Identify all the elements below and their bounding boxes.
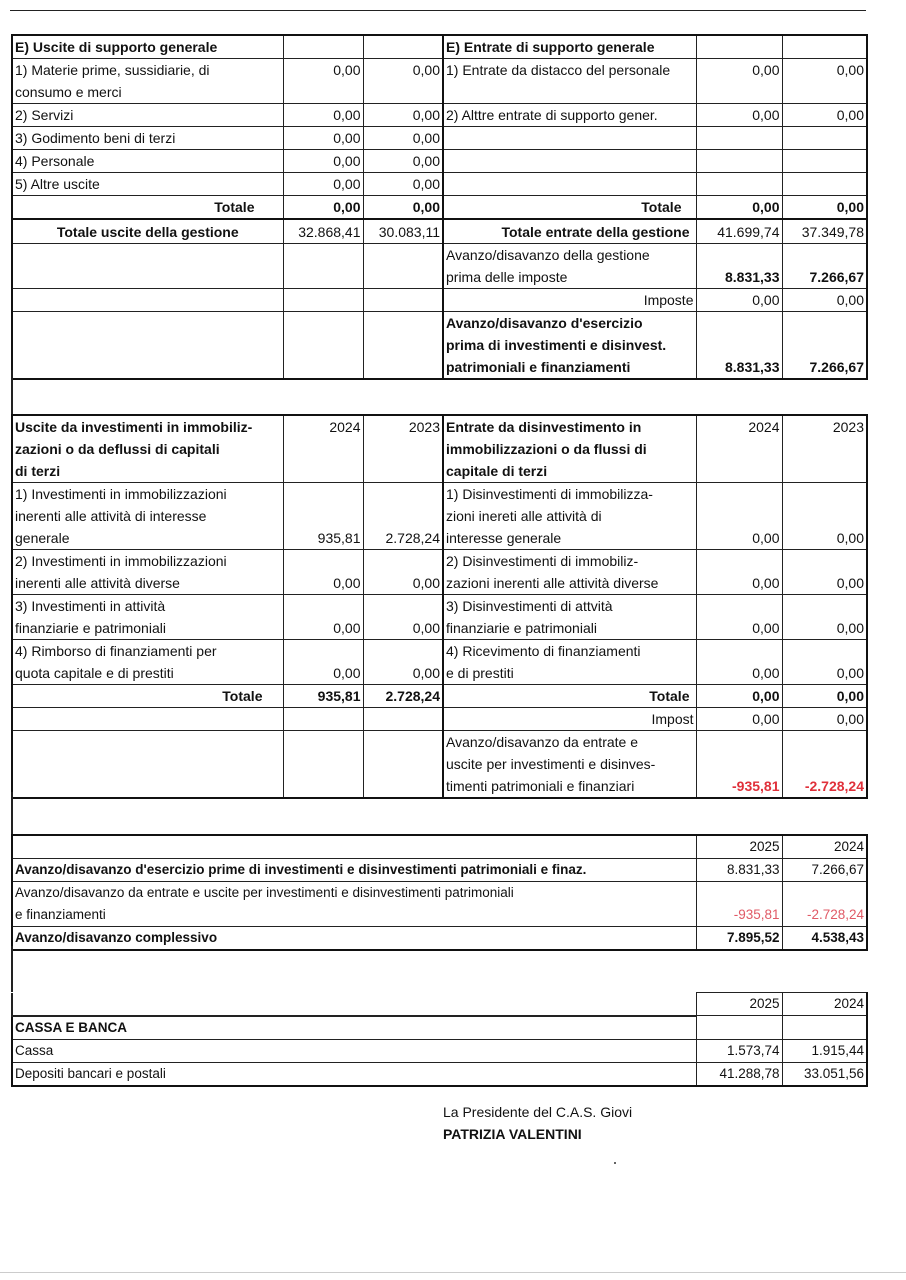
- investments-out-row-3: 3) Investimenti in attività finanziarie e patrimoniali: [12, 595, 283, 640]
- pre-tax-v1: 8.831,33: [696, 243, 782, 288]
- section-e-left-title: E) Uscite di supporto generale: [12, 35, 283, 59]
- investments-in-row-1: 1) Disinvestimenti di immobilizza- zioni inereti alle attività di interesse generale: [443, 483, 696, 550]
- totale-entrate-v2: 37.349,78: [782, 219, 867, 243]
- investments-in-year2: 2023: [782, 415, 867, 483]
- left-row-godimento: 3) Godimento beni di terzi: [12, 127, 283, 150]
- totale-uscite-v2: 30.083,11: [363, 219, 443, 243]
- result-before-investments-label: Avanzo/disavanzo d'esercizio prima di investimenti e disinvest. patrimoniali e finanziamenti: [443, 311, 696, 379]
- cash-table: 2025 2024 CASSA E BANCA Cassa 1.573,74 1.915,44 Depositi bancari e postali 41.288,78 33.051,56: [11, 992, 868, 1087]
- spacer-band: [11, 370, 13, 414]
- summary-row-investments: Avanzo/disavanzo da entrate e uscite per investimenti e disinvestimenti patrimoniali e finanziamenti: [12, 882, 696, 927]
- left-row-altre-uscite: 5) Altre uscite: [12, 173, 283, 196]
- totale-entrate-v1: 41.699,74: [696, 219, 782, 243]
- left-row-personale: 4) Personale: [12, 150, 283, 173]
- right-row-altre-entrate: 2) Alttre entrate di supporto gener.: [443, 104, 696, 127]
- cash-title: CASSA E BANCA: [12, 1016, 696, 1040]
- investments-in-total: Totale: [443, 685, 696, 708]
- summary-row-complessivo: Avanzo/disavanzo complessivo: [12, 927, 696, 951]
- scan-speck: [614, 1162, 616, 1164]
- section-e-table: E) Uscite di supporto generale E) Entrate di supporto generale 1) Materie prime, sussidiarie, di consumo e merci 0,00 0,00 1) Entrate da distacco del personale 0,00 0,00 2) Servizi 0,00 0,00 2) Alttre entrate di supporto gener. 0,00 0,00 3) Godimento beni di terzi 0,00 0,00 4) Personale 0,00 0,00 5) Altre uscite 0,00 0,00 Totale 0,00 0,00 Totale 0,00 0,00 Totale uscite della gestione 32.868,41 30.083,11 Totale entrate della gestione 41.699,74 37.349,78 Avanzo/disavanzo della gestione prima delle imposte 8.831,33 7.266,67 Imposte 0,00 0,00 Avanzo/disavanzo d'esercizio prima di investimenti e disinvest. patrimoniali e finanziamenti 8.831,33 7.266,67: [11, 34, 868, 380]
- investments-taxes-label: Impost: [443, 708, 696, 731]
- investments-in-year1: 2024: [696, 415, 782, 483]
- investments-table: Uscite da investimenti in immobiliz- zazioni o da deflussi di capitali di terzi 2024 2023 Entrate da disinvestimento in immobilizzazioni o da flussi di capitale di terzi 2024 2023 1) Investimenti in immobilizzazioni inerenti alle attività di interesse generale 935,81 2.728,24 1) Disinvestimenti di immobilizza- zioni inereti alle attività di interesse generale 0,00 0,00 2) Investimenti in immobilizzazioni inerenti alle attività diverse 0,00 0,00 2) Disinvestimenti di immobiliz- zazioni inerenti alle attività diverse 0,00 0,00 3) Investimenti in attività finanziarie e patrimoniali 0,00 0,00 3) Disinvestimenti di attvità finanziarie e patrimoniali 0,00 0,00 4) Rimborso di finanziamenti per quota capitale e di prestiti 0,00 0,00 4) Ricevimento di finanziamenti e di prestiti 0,00 0,00 Totale 935,81 2.728,24 Totale 0,00 0,00 Impost 0,00 0,00 Avanzo/disavanzo da entrate e uscite per investimenti e disinves- timenti patrimoniali e finanziari -935,81 -2.728,24: [11, 414, 868, 799]
- investments-in-row-4: 4) Ricevimento di finanziamenti e di prestiti: [443, 640, 696, 685]
- right-row-distacco: 1) Entrate da distacco del personale: [443, 59, 696, 104]
- totale-uscite-gestione: Totale uscite della gestione: [12, 219, 283, 243]
- page-bottom-edge: [0, 1272, 906, 1273]
- investments-result-label: Avanzo/disavanzo da entrate e uscite per investimenti e disinves- timenti patrimoniali e finanziari: [443, 731, 696, 799]
- left-row-servizi: 2) Servizi: [12, 104, 283, 127]
- pre-tax-v2: 7.266,67: [782, 243, 867, 288]
- totale-entrate-gestione: Totale entrate della gestione: [443, 219, 696, 243]
- summary-year2: 2024: [782, 835, 867, 859]
- investments-out-year1: 2024: [283, 415, 363, 483]
- left-row-materie: 1) Materie prime, sussidiarie, di consumo e merci: [12, 59, 283, 104]
- investments-result-v2: -2.728,24: [782, 731, 867, 799]
- cash-row-cassa: Cassa: [12, 1039, 696, 1062]
- cash-year1: 2025: [696, 993, 782, 1016]
- summary-year1: 2025: [696, 835, 782, 859]
- left-row-materie-v1: 0,00: [283, 59, 363, 104]
- spacer-band-3: [11, 946, 13, 992]
- right-total-row: Totale: [443, 196, 696, 220]
- signature-role: La Presidente del C.A.S. Giovi: [443, 1104, 633, 1120]
- cash-year2: 2024: [782, 993, 867, 1016]
- investments-out-row-4: 4) Rimborso di finanziamenti per quota capitale e di prestiti: [12, 640, 283, 685]
- investments-result-v1: -935,81: [696, 731, 782, 799]
- investments-out-year2: 2023: [363, 415, 443, 483]
- totale-uscite-v1: 32.868,41: [283, 219, 363, 243]
- summary-table: 2025 2024 Avanzo/disavanzo d'esercizio prime di investimenti e disinvestimenti patrimoniali e finaz. 8.831,33 7.266,67 Avanzo/disavanzo da entrate e uscite per investimenti e disinvestimenti patrimoniali e finanziamenti -935,81 -2.728,24 Avanzo/disavanzo complessivo 7.895,52 4.538,43: [11, 834, 868, 951]
- investments-in-title: Entrate da disinvestimento in immobilizzazioni o da flussi di capitale di terzi: [443, 415, 696, 483]
- investments-out-title: Uscite da investimenti in immobiliz- zazioni o da deflussi di capitali di terzi: [12, 415, 283, 483]
- section-e-right-title: E) Entrate di supporto generale: [443, 35, 696, 59]
- investments-in-row-3: 3) Disinvestimenti di attvità finanziarie e patrimoniali: [443, 595, 696, 640]
- result-before-investments-v2: 7.266,67: [782, 311, 867, 379]
- investments-out-total: Totale: [12, 685, 283, 708]
- cash-row-depositi: Depositi bancari e postali: [12, 1062, 696, 1086]
- left-row-materie-v2: 0,00: [363, 59, 443, 104]
- signature-name: PATRIZIA VALENTINI: [443, 1126, 582, 1142]
- imposte-label: Imposte: [443, 288, 696, 311]
- summary-row-pre-investments: Avanzo/disavanzo d'esercizio prime di investimenti e disinvestimenti patrimoniali e finaz.: [12, 859, 696, 882]
- signature-block: [443, 1101, 632, 1145]
- result-before-investments-v1: 8.831,33: [696, 311, 782, 379]
- page-top-rule: [10, 10, 866, 11]
- investments-in-row-2: 2) Disinvestimenti di immobiliz- zazioni inerenti alle attività diverse: [443, 550, 696, 595]
- pre-tax-result-label: Avanzo/disavanzo della gestione prima delle imposte: [443, 243, 696, 288]
- investments-out-row-1: 1) Investimenti in immobilizzazioni inerenti alle attività di interesse generale: [12, 483, 283, 550]
- spacer-band-2: [11, 792, 13, 834]
- left-total-row: Totale: [12, 196, 283, 220]
- investments-out-row-2: 2) Investimenti in immobilizzazioni inerenti alle attività diverse: [12, 550, 283, 595]
